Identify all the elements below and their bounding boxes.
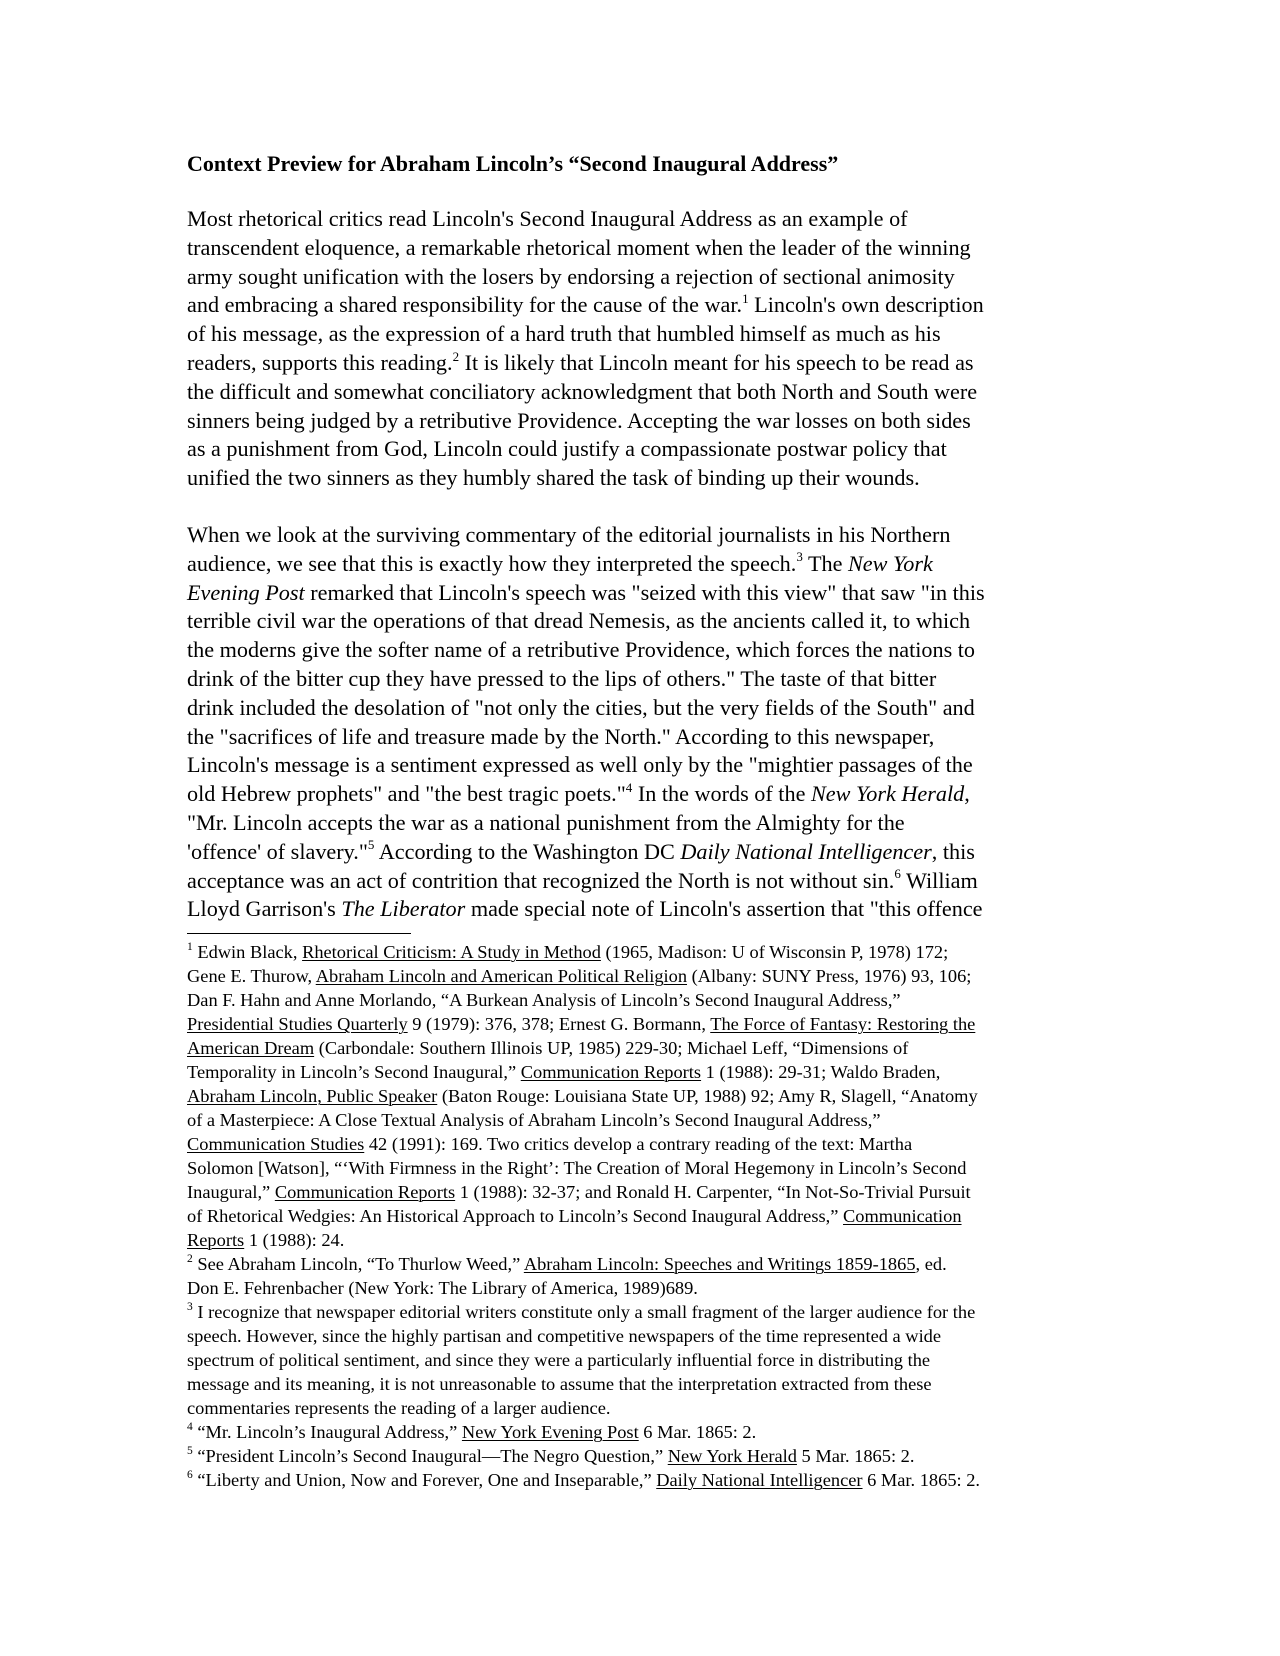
footnote-5 [187,1444,1087,1468]
text-line: drink included the desolation of "not only the cities, but the very fields of the South" and [187,694,975,720]
footnote-1 [187,940,1087,1252]
publication-title: New York Herald [810,781,965,807]
cited-title: Abraham Lincoln and American Political Religion [315,966,688,987]
cited-title: Rhetorical Criticism: A Study in Method [302,942,601,963]
text-line: Presidential Studies Quarterly 9 (1979): 376, 378; Ernest G. Bormann, The Force of Fantasy: Restoring the [187,1014,976,1035]
text-line: message and its meaning, it is not unreasonable to assume that the interpretation extracted from these [187,1374,932,1395]
text-line: drink of the bitter cup they have pressed to the lips of others." The taste of that bitter [187,665,937,691]
text-line: 'offence' of slavery."$^5$ According to the Washington DC Daily National Intelligencer, this [187,837,975,864]
text-line: army sought unification with the losers by endorsing a rejection of sectional animosity [187,263,955,289]
publication-title: Daily National Intelligencer [680,838,932,864]
text-line: Don E. Fehrenbacher (New York: The Library of America, 1989)689. [187,1278,698,1299]
text-line: of a Masterpiece: A Close Textual Analysis of Abraham Lincoln’s Second Inaugural Address,” [187,1110,881,1131]
paragraph-2 [187,521,1087,924]
text-line: the "sacrifices of life and treasure made by the North." According to this newspaper, [187,723,935,749]
text-line: "Mr. Lincoln accepts the war as a national punishment from the Almighty for the [187,809,905,835]
text-line: as a punishment from God, Lincoln could justify a compassionate postwar policy that [187,436,947,462]
text-line: Reports 1 (1988): 24. [187,1230,345,1251]
footnote-ref-2[interactable]: 2 [452,348,460,364]
cited-title: New York Herald [667,1446,797,1467]
text-line: of Rhetorical Wedgies: An Historical Approach to Lincoln’s Second Inaugural Address,” Communication [187,1206,962,1227]
footnote-ref-1[interactable]: 1 [742,291,749,306]
cited-title: New York Evening Post [461,1422,639,1443]
text-line: transcendent eloquence, a remarkable rhetorical moment when the leader of the winning [187,234,971,260]
cited-title: Abraham Lincoln: Speeches and Writings 1859-1865 [523,1254,916,1275]
text-line: Lincoln's message is a sentiment expressed as well only by the "mightier passages of the [187,752,973,778]
publication-title: The Liberator [341,896,466,922]
text-line: of his message, as the expression of a hard truth that humbled himself as much as his [187,321,941,347]
cited-title: The Force of Fantasy: Restoring the [710,1014,976,1035]
footnotes [187,940,1087,1492]
publication-title: Evening Post [187,579,305,605]
text-line: Dan F. Hahn and Anne Morlando, “A Burkean Analysis of Lincoln’s Second Inaugural Address,” [187,990,901,1011]
text-line: Inaugural,” Communication Reports 1 (1988): 32-37; and Ronald H. Carpenter, “In Not-So-Trivial Pursuit [187,1182,971,1203]
footnote-ref-6[interactable]: 6 [894,866,901,882]
footnote-ref-4[interactable]: 4 [625,779,633,795]
paragraph-1 [187,205,1087,493]
cited-title: American Dream [187,1038,315,1059]
text-line: When we look at the surviving commentary of the editorial journalists in his Northern [187,521,951,547]
footnote-ref-3[interactable]: 3 [796,549,803,565]
cited-title: Abraham Lincoln, Public Speaker [187,1086,438,1107]
text-line: $^5$ “President Lincoln’s Second Inaugural—The Negro Question,” New York Herald 5 Mar. 1865: 2. [187,1445,915,1467]
text-line: Abraham Lincoln, Public Speaker (Baton Rouge: Louisiana State UP, 1988) 92; Amy R, Slagell, “Anatomy [187,1086,978,1107]
text-line: $^4$ “Mr. Lincoln’s Inaugural Address,” New York Evening Post 6 Mar. 1865: 2. [187,1421,757,1443]
document-page [187,150,1087,1492]
text-line: the difficult and somewhat conciliatory acknowledgment that both North and South were [187,378,978,404]
footnote-separator [187,933,411,934]
text-line: readers, supports this reading.$^2$ It is likely that Lincoln meant for his speech to be read as [187,348,974,375]
text-line: $^1$ Edwin Black, Rhetorical Criticism: A Study in Method (1965, Madison: U of Wisconsin P, 1978) 172; [187,941,949,963]
text-line: $^2$ See Abraham Lincoln, “To Thurlow Weed,” Abraham Lincoln: Speeches and Writings 1859-1865, ed. [187,1253,947,1275]
text-line: Gene E. Thurow, Abraham Lincoln and American Political Religion (Albany: SUNY Press, 1976) 93, 106; [187,966,972,987]
text-line: Lloyd Garrison's The Liberator made special note of Lincoln's assertion that "this offence [187,896,983,922]
publication-title: New York [848,550,933,576]
text-line: spectrum of political sentiment, and since they were a particularly influential force in distributing the [187,1350,931,1371]
footnote-4 [187,1420,1087,1444]
footnote-ref-5[interactable]: 5 [367,837,375,853]
text-line: American Dream (Carbondale: Southern Illinois UP, 1985) 229-30; Michael Leff, “Dimensions of [187,1038,909,1059]
text-line: Evening Post remarked that Lincoln's speech was "seized with this view" that saw "in this [187,579,985,605]
text-line: $^3$ I recognize that newspaper editorial writers constitute only a small fragment of the larger audience for the [187,1301,976,1323]
text-line: acceptance was an act of contrition that recognized the North is not without sin.$^6$ William [187,866,978,893]
text-line: the moderns give the softer name of a retributive Providence, which forces the nations to [187,637,976,663]
cited-title: Communication Reports [274,1182,456,1203]
text-line: sinners being judged by a retributive Providence. Accepting the war losses on both sides [187,407,971,433]
text-line: Most rhetorical critics read Lincoln's Second Inaugural Address as an example of [187,206,908,231]
footnote-3 [187,1300,1087,1420]
text-line: Solomon [Watson], “‘With Firmness in the Right’: The Creation of Moral Hegemony in Lincoln’s Second [187,1158,967,1179]
text-line: and embracing a shared responsibility for the cause of the war.$^1$ Lincoln's own description [187,291,984,318]
text-line: terrible civil war the operations of that dread Nemesis, as the ancients called it, to which [187,608,971,634]
text-line: commentaries represents the reading of a larger audience. [187,1398,611,1419]
cited-title: Reports [187,1230,245,1251]
text-line: unified the two sinners as they humbly shared the task of binding up their wounds. [187,465,920,491]
text-line: old Hebrew prophets" and "the best tragic poets."$^4$ In the words of the New York Herald, [187,779,970,807]
text-line: Communication Studies 42 (1991): 169. Two critics develop a contrary reading of the text: Martha [187,1134,913,1155]
cited-title: Communication Studies [187,1134,365,1155]
cited-title: Communication [843,1206,962,1227]
text-line: speech. However, since the highly partisan and competitive newspapers of the time represented a wide [187,1326,942,1347]
text-line: audience, we see that this is exactly how they interpreted the speech.$^3$ The New York [187,549,933,576]
cited-title: Communication Reports [520,1062,702,1083]
text-line: Temporality in Lincoln’s Second Inaugural,” Communication Reports 1 (1988): 29-31; Waldo Braden, [187,1062,941,1083]
cited-title: Daily National Intelligencer [656,1470,863,1491]
document-title: Context Preview for Abraham Lincoln’s “Second Inaugural Address” [187,151,839,176]
footnote-2 [187,1252,1087,1300]
footnote-6 [187,1468,1087,1492]
text-line: $^6$ “Liberty and Union, Now and Forever, One and Inseparable,” Daily National Intelligencer 6 Mar. 1865: 2. [187,1469,981,1491]
cited-title: Presidential Studies Quarterly [187,1014,408,1035]
